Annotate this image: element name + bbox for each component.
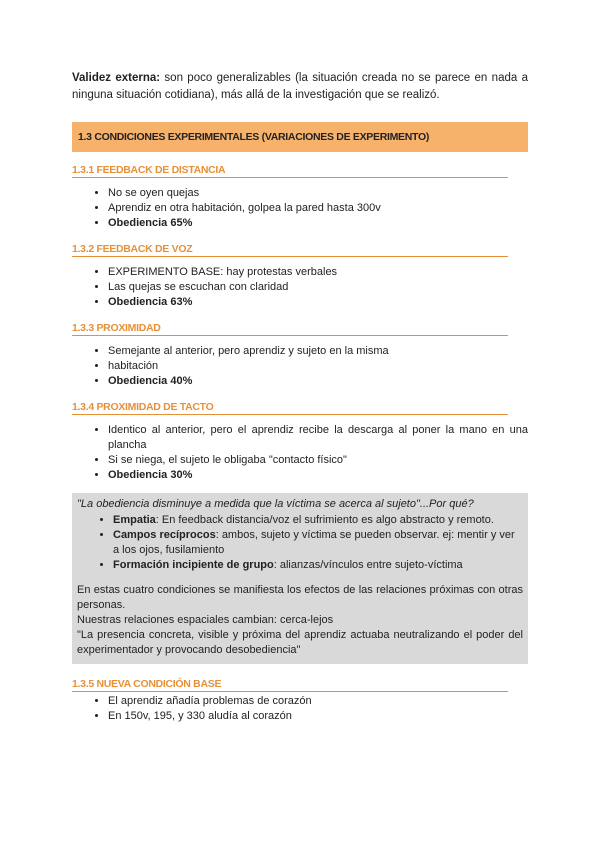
list-item: • Identico al anterior, pero el aprendiz recibe la descarga al poner la mano en una plancha <box>108 423 528 453</box>
term-text: : ambos, sujeto y víctima se pueden observar. ej: mentir y ver a los ojos, fusilamiento <box>113 529 515 556</box>
list-item: • No se oyen quejas <box>108 186 528 201</box>
result-item: • Obediencia 40% <box>108 374 528 389</box>
term: Campos recíprocos <box>113 529 216 541</box>
subsection-title: 1.3.1 FEEDBACK DE DISTANCIA <box>72 164 508 178</box>
list-item: • En 150v, 195, y 330 aludía al corazón <box>108 709 528 724</box>
list-item <box>113 528 523 558</box>
bullet-list <box>72 423 528 483</box>
bullet-list <box>72 186 528 231</box>
term-text: : En feedback distancia/voz el sufrimiento es algo abstracto y remoto. <box>155 514 494 526</box>
term: Empatia <box>113 514 156 526</box>
callout-paragraph: Nuestras relaciones espaciales cambian: cerca-lejos <box>77 614 334 626</box>
document-page <box>72 70 528 724</box>
result-item: • Obediencia 30% <box>108 468 528 483</box>
list-item: • Si se niega, el sujeto le obligaba "contacto físico" <box>108 453 528 468</box>
subsection-title: 1.3.2 FEEDBACK DE VOZ <box>72 243 508 257</box>
list-item <box>113 558 523 573</box>
section-title: 1.3 CONDICIONES EXPERIMENTALES (VARIACIONES DE EXPERIMENTO) <box>78 131 430 143</box>
list-item: • EXPERIMENTO BASE: hay protestas verbales <box>108 265 528 280</box>
term-text: : alianzas/vínculos entre sujeto-víctima <box>273 559 463 571</box>
list-item: • Aprendiz en otra habitación, golpea la pared hasta 300v <box>108 201 528 216</box>
callout-box <box>72 493 528 664</box>
list-item: • habitación <box>108 359 528 374</box>
section-heading <box>72 122 528 152</box>
result-item: • Obediencia 65% <box>108 216 528 231</box>
list-item: • Semejante al anterior, pero aprendiz y sujeto en la misma <box>108 344 528 359</box>
list-item: • Las quejas se escuchan con claridad <box>108 280 528 295</box>
intro-label: Validez externa: <box>72 72 161 84</box>
bullet-list <box>72 344 528 389</box>
callout-paragraph: "La presencia concreta, visible y próxima del aprendiz actuaba neutralizando el poder del experimentador y provocando desobediencia" <box>77 629 523 656</box>
bullet-list <box>72 265 528 310</box>
bullet-list <box>72 694 528 724</box>
callout-list <box>77 513 523 573</box>
term: Formación incipiente de grupo <box>113 559 274 571</box>
callout-paragraph: En estas cuatro condiciones se manifiesta los efectos de las relaciones próximas con otras personas. <box>77 584 523 611</box>
result-item: • Obediencia 63% <box>108 295 528 310</box>
callout-quote: "La obediencia disminuye a medida que la víctima se acerca al sujeto"...Por qué? <box>77 498 474 510</box>
subsection-title: 1.3.5 NUEVA CONDICIÓN BASE <box>72 678 508 692</box>
list-item <box>113 513 523 528</box>
list-item: • El aprendiz añadía problemas de corazón <box>108 694 528 709</box>
subsection-title: 1.3.4 PROXIMIDAD DE TACTO <box>72 401 508 415</box>
intro-paragraph <box>72 70 528 104</box>
intro-text: son poco generalizables (la situación creada no se parece en nada a ninguna situación cotidiana), más allá de la investigación que se realizó. <box>72 72 528 101</box>
subsection-title: 1.3.3 PROXIMIDAD <box>72 322 508 336</box>
